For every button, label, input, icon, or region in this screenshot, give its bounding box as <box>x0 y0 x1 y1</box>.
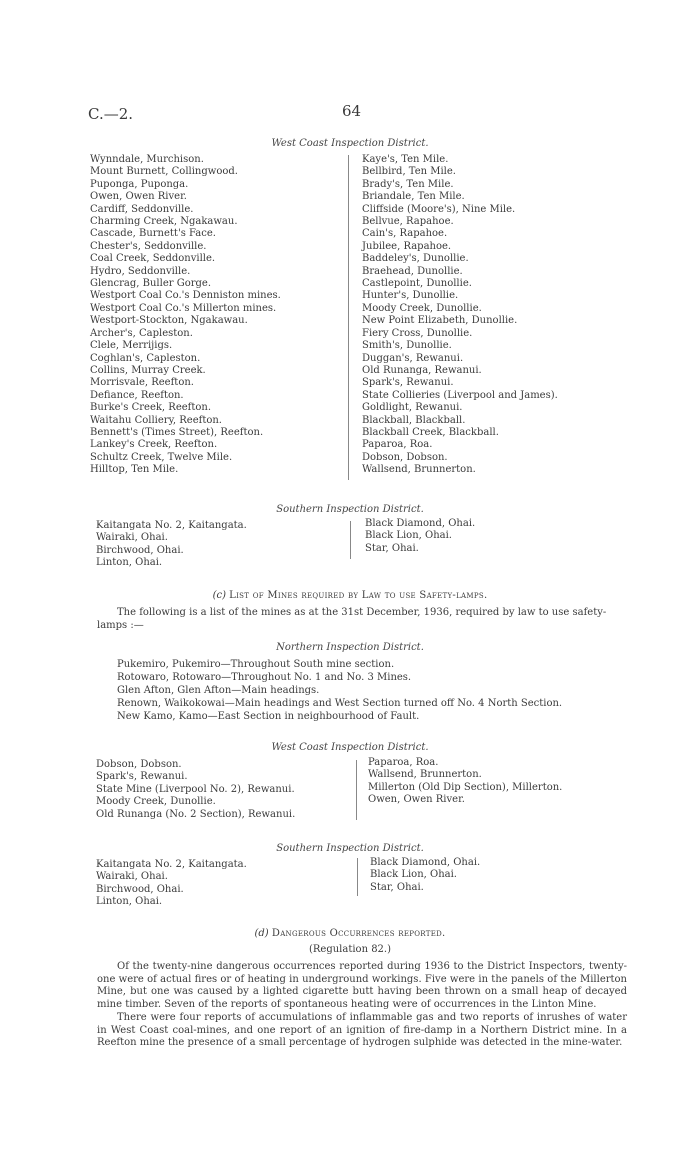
mine-list-item: Cardiff, Seddonville. <box>90 203 194 215</box>
mine-list-item: Paparoa, Roa. <box>362 439 433 451</box>
mine-list-item: Bellvue, Rapahoe. <box>362 216 454 228</box>
safety-lamp-mine-item: Wallsend, Brunnerton. <box>368 769 482 781</box>
mine-list-item: Charming Creek, Ngakawau. <box>90 216 238 228</box>
mine-list-item: Linton, Ohai. <box>96 557 163 569</box>
mine-list-item: Smith's, Dunollie. <box>362 340 452 352</box>
safety-lamp-mine-item: Black Diamond, Ohai. <box>370 857 481 868</box>
mine-list-item: Cain's, Rapahoe. <box>362 228 448 240</box>
mine-list-item: Wynndale, Murchison. <box>90 154 204 165</box>
southern-mines-right-column <box>365 518 475 555</box>
column-divider <box>350 521 351 559</box>
mine-list-item: Puponga, Puponga. <box>90 178 189 190</box>
section-c-title: List of Mines required by Law to use Safety-lamps. <box>229 590 488 601</box>
section-d-heading <box>0 928 700 939</box>
mine-list-item: Fiery Cross, Dunollie. <box>362 327 473 339</box>
mine-list-item: Mount Burnett, Collingwood. <box>90 166 238 178</box>
safety-lamp-mine-item: Pukemiro, Pukemiro—Throughout South mine section. <box>117 659 395 670</box>
safety-lamp-mine-item: Moody Creek, Dunollie. <box>96 796 216 808</box>
mine-list-item: State Collieries (Liverpool and James). <box>362 389 558 401</box>
west-coast-district-title: West Coast Inspection District. <box>271 138 429 149</box>
mine-list-item: Wairaki, Ohai. <box>96 532 168 544</box>
mine-list-item: Burke's Creek, Reefton. <box>90 402 212 414</box>
mine-list-item: Jubilee, Rapahoe. <box>362 240 452 252</box>
safety-lamp-mine-item: Dobson, Dobson. <box>96 759 182 770</box>
mine-list-item: Cliffside (Moore's), Nine Mile. <box>362 203 516 215</box>
mine-list-item: Hunter's, Dunollie. <box>362 290 459 302</box>
mine-list-item: Kaitangata No. 2, Kaitangata. <box>96 520 247 531</box>
mine-list-item: Briandale, Ten Mile. <box>362 191 465 203</box>
northern-district-title: Northern Inspection District. <box>276 642 424 653</box>
mine-list-item: Westport Coal Co.'s Millerton mines. <box>90 302 277 314</box>
mine-list-item: Goldlight, Rewanui. <box>362 402 463 414</box>
mine-list-item: Archer's, Capleston. <box>90 327 193 339</box>
southern-safety-lamp-left-column <box>96 859 247 909</box>
mine-list-item: Westport Coal Co.'s Denniston mines. <box>90 290 281 302</box>
section-c-heading <box>0 590 700 601</box>
mine-list-item: New Point Elizabeth, Dunollie. <box>362 315 518 327</box>
southern-safety-lamp-right-column <box>370 857 480 894</box>
mine-list-item: Blackball, Blackball. <box>362 414 466 426</box>
mine-list-item: Cascade, Burnett's Face. <box>90 228 216 240</box>
mine-list-item: Owen, Owen River. <box>90 191 187 203</box>
mine-list-item: Lankey's Creek, Reefton. <box>90 439 218 451</box>
mine-list-item: Castlepoint, Dunollie. <box>362 278 472 290</box>
safety-lamp-mine-item: Paparoa, Roa. <box>368 757 439 768</box>
mine-list-item: Brady's, Ten Mile. <box>362 178 454 190</box>
west-coast-mines-right-column <box>362 154 558 477</box>
safety-lamp-mine-item: Owen, Owen River. <box>368 794 465 806</box>
safety-lamp-mine-item: Star, Ohai. <box>370 881 424 893</box>
section-d-paragraph-2: There were four reports of accumulations of inflammable gas and two reports of inrushes of water in West Coast coal-mines, and one report of an ignition of fire-damp in a Northern District mine. In a Reefton mine the presence of a small percentage of hydrogen sulphide was detected in the mine-water. <box>97 1012 627 1048</box>
safety-lamp-mine-item: Spark's, Rewanui. <box>96 771 188 783</box>
safety-lamp-mine-item: Glen Afton, Glen Afton—Main headings. <box>117 685 320 696</box>
mine-list-item: Morrisvale, Reefton. <box>90 377 194 389</box>
mine-list-item: Kaye's, Ten Mile. <box>362 154 449 165</box>
mine-list-item: Schultz Creek, Twelve Mile. <box>90 451 233 463</box>
column-divider <box>356 760 357 820</box>
mine-list-item: Waitahu Colliery, Reefton. <box>90 414 222 426</box>
safety-lamp-mine-item: Linton, Ohai. <box>96 896 163 908</box>
column-divider <box>357 858 358 896</box>
section-c-intro: The following is a list of the mines as at the 31st December, 1936, required by law to use safety-lamps :— <box>97 607 607 631</box>
section-d-title: Dangerous Occurrences reported. <box>271 928 446 939</box>
page-number: 64 <box>342 102 362 120</box>
mine-list-item: Defiance, Reefton. <box>90 389 184 401</box>
safety-lamp-mine-item: State Mine (Liverpool No. 2), Rewanui. <box>96 783 295 795</box>
southern-mines-left-column <box>96 520 247 570</box>
section-d-paragraph-1: Of the twenty-nine dangerous occurrences reported during 1936 to the District Inspectors, twenty-one were of actual fires or of heating in underground workings. Five were in the panels of the Millerton Mine, but one was caused by a lighted cigarette butt having been thrown on a small heap of decayed mine timber. Seven of the reports of spontaneous heating were of occurrences in the Linton Mine. <box>97 961 627 1010</box>
mine-list-item: Westport-Stockton, Ngakawau. <box>90 315 248 327</box>
safety-lamp-mine-item: Wairaki, Ohai. <box>96 871 168 883</box>
section-d-prefix: (d) <box>254 928 269 939</box>
mine-list-item: Glencrag, Buller Gorge. <box>90 278 211 290</box>
west-coast-safety-lamp-right-column <box>368 757 562 807</box>
mine-list-item: Black Lion, Ohai. <box>365 530 452 542</box>
column-divider <box>348 155 349 480</box>
document-reference: C.—2. <box>88 105 134 123</box>
safety-lamp-mine-item: Kaitangata No. 2, Kaitangata. <box>96 859 247 870</box>
west-coast-safety-lamp-left-column <box>96 759 295 821</box>
section-c-prefix: (c) <box>212 590 226 601</box>
safety-lamp-mine-item: Black Lion, Ohai. <box>370 869 457 881</box>
mine-list-item: Clele, Merrijigs. <box>90 340 173 352</box>
west-coast-district-title-2: West Coast Inspection District. <box>271 742 429 753</box>
mine-list-item: Duggan's, Rewanui. <box>362 352 464 364</box>
mine-list-item: Chester's, Seddonville. <box>90 240 207 252</box>
mine-list-item: Black Diamond, Ohai. <box>365 518 476 529</box>
mine-list-item: Bellbird, Ten Mile. <box>362 166 456 178</box>
safety-lamp-mine-item: Old Runanga (No. 2 Section), Rewanui. <box>96 808 296 820</box>
mine-list-item: Blackball Creek, Blackball. <box>362 426 499 438</box>
mine-list-item: Birchwood, Ohai. <box>96 544 184 556</box>
west-coast-mines-left-column <box>90 154 281 477</box>
southern-district-title-2: Southern Inspection District. <box>276 843 424 854</box>
mine-list-item: Hydro, Seddonville. <box>90 265 191 277</box>
mine-list-item: Hilltop, Ten Mile. <box>90 464 179 476</box>
mine-list-item: Braehead, Dunollie. <box>362 265 463 277</box>
mine-list-item: Wallsend, Brunnerton. <box>362 464 476 476</box>
mine-list-item: Coal Creek, Seddonville. <box>90 253 216 265</box>
mine-list-item: Moody Creek, Dunollie. <box>362 302 482 314</box>
mine-list-item: Spark's, Rewanui. <box>362 377 454 389</box>
safety-lamp-mine-item: Renown, Waikokowai—Main headings and West Section turned off No. 4 North Section. <box>117 698 563 709</box>
safety-lamp-mine-item: Millerton (Old Dip Section), Millerton. <box>368 781 563 793</box>
safety-lamp-mine-item: New Kamo, Kamo—East Section in neighbourhood of Fault. <box>117 711 420 722</box>
mine-list-item: Dobson, Dobson. <box>362 451 448 463</box>
mine-list-item: Star, Ohai. <box>365 542 419 554</box>
southern-district-title: Southern Inspection District. <box>276 504 424 515</box>
mine-list-item: Baddeley's, Dunollie. <box>362 253 469 265</box>
mine-list-item: Coghlan's, Capleston. <box>90 352 201 364</box>
safety-lamp-mine-item: Birchwood, Ohai. <box>96 883 184 895</box>
mine-list-item: Old Runanga, Rewanui. <box>362 364 482 376</box>
safety-lamp-mine-item: Rotowaro, Rotowaro—Throughout No. 1 and No. 3 Mines. <box>117 672 412 683</box>
section-d-subtitle: (Regulation 82.) <box>308 944 391 955</box>
mine-list-item: Collins, Murray Creek. <box>90 364 206 376</box>
northern-mines-list <box>117 658 562 723</box>
mine-list-item: Bennett's (Times Street), Reefton. <box>90 426 264 438</box>
